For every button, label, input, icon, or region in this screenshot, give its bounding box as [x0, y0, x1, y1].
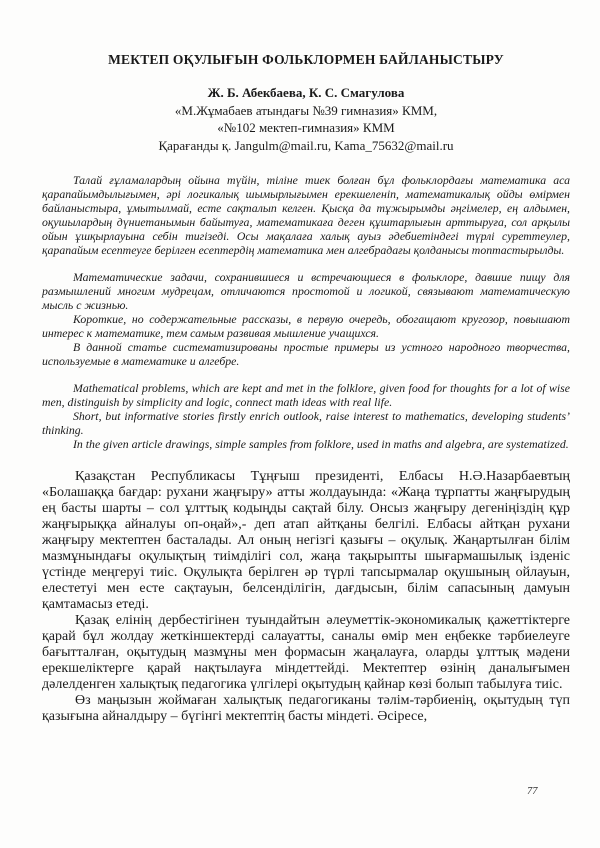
abstract-english-paragraph: Mathematical problems, which are kept and met in the folklore, given food for thoughts for a lot of wise men, distinguish by simplicity and logic, connect math ideas with real life. [42, 381, 570, 409]
affiliation-line-1: «М.Жұмабаев атындағы №39 гимназия» КММ, [174, 102, 438, 118]
abstract-russian [42, 270, 570, 368]
affiliation-line-2: «№102 мектеп-гимназия» КММ [217, 120, 395, 135]
body-paragraph: Қазақ елінің дербестігінен туындайтын әлеуметтік-экономикалық қажеттіктерге қарай бұл жолдау жеткіншектерді салауатты, саналы өмір мен еңбекке тәрбиелеуге бағытталған, оқытудың мазмұны мен формасын жаңалауға, оларды ұлттық мәдени ерекшеліктерге қарай нақтылауға міндеттейді. Мектептер өзінің даналығымен дәлелденген халықтық педагогика үлгілері оқытудың қайнар көзі болып табылуға тиіс. [42, 613, 570, 692]
abstract-kazakh-paragraph: Талай ғұламалардың ойына түйін, тіліне тиек болған бұл фольклордағы математика аса қарапайымдылығымен, әрі логикалық шымырлығымен ерекшеленіп, математикалық ойды өмірмен байланыстыра, ұмытылмай, есте сақталып келген. Қысқа да тұжырымды әңгімелер, ең алдымен, оқушылардың дүниетанымын байытуға, математикаға деген құштарлығын арттыруға, сол арқылы ойын ұшқырлауына себін тигізеді. Осы мақалаға халық ауыз әдебиетіндегі түрлі суреттеулер, қарапайым есептеуге берілген есептердің математика мен алгебрадағы қолданысы топтастырылды. [42, 173, 570, 257]
article-body [42, 469, 570, 725]
abstract-russian-paragraph: Короткие, но содержательные рассказы, в первую очередь, обогащают кругозор, повышают интерес к математике, тем самым развивая мышление учащихся. [42, 312, 570, 340]
body-paragraph: Қазақстан Республикасы Тұңғыш президенті, Елбасы Н.Ә.Назарбаевтың «Болашаққа бағдар: рухани жаңғыру» атты жолдауында: «Жаңа тұрпатты жаңғырудың ең басты шарты – сол ұлттық кодыңды сақтай білу. Онсыз жаңғыру дегеніңіздің құр жаңғырыққа айналуы оп-оңай»,- деп атап айтқаны белгілі. Елбасы айтқан рухани жаңғыру мектептен басталады. Ал оның негізгі қазығы – оқулық. Жаңартылған білім мазмұнындағы оқулықтың тиімділігі сол, жаңа тақырыпты шығармашылық ізденіс үстінде меңгеруі тиіс. Оқулықта берілген әр түрлі тапсырмалар оқушының ойлауын, елестетуі мен есте сақтауын, белсенділігін, дағдысын, білім сапасының дамуын қамтамасыз етеді. [42, 469, 570, 612]
abstract-english-paragraph: Short, but informative stories firstly enrich outlook, raise interest to mathematics, developing students’ thinking. [42, 409, 570, 437]
city-email-line: Қарағанды қ. Jangulm@mail.ru, Kama_75632@mail.ru [158, 137, 454, 153]
abstract-russian-paragraph: В данной статье систематизированы простые примеры из устного народного творчества, используемые в математике и алгебре. [42, 340, 570, 368]
body-paragraph: Өз маңызын жоймаған халықтық педагогиканы тәлім-тәрбиенің, оқытудың түп қазығына айналдыру – бүгінгі мектептің басты міндеті. Әсіресе, [42, 693, 570, 724]
abstract-english-paragraph: In the given article drawings, simple samples from folklore, used in maths and algebra, are systematized. [73, 437, 569, 451]
page-title: МЕКТЕП ОҚУЛЫҒЫН ФОЛЬКЛОРМЕН БАЙЛАНЫСТЫРУ [108, 52, 504, 67]
authors-line: Ж. Б. Абекбаева, К. С. Смагулова [207, 85, 405, 100]
abstract-russian-paragraph: Математические задачи, сохранившиеся и встречающиеся в фольклоре, давшие пищу для размышлений многим мудрецам, отличаются простотой и логикой, связывают математическую мысль с жизнью. [42, 270, 570, 312]
abstract-english [42, 381, 570, 451]
author-block [42, 84, 570, 154]
page-number: 77 [527, 786, 538, 797]
abstract-kazakh [42, 173, 570, 257]
